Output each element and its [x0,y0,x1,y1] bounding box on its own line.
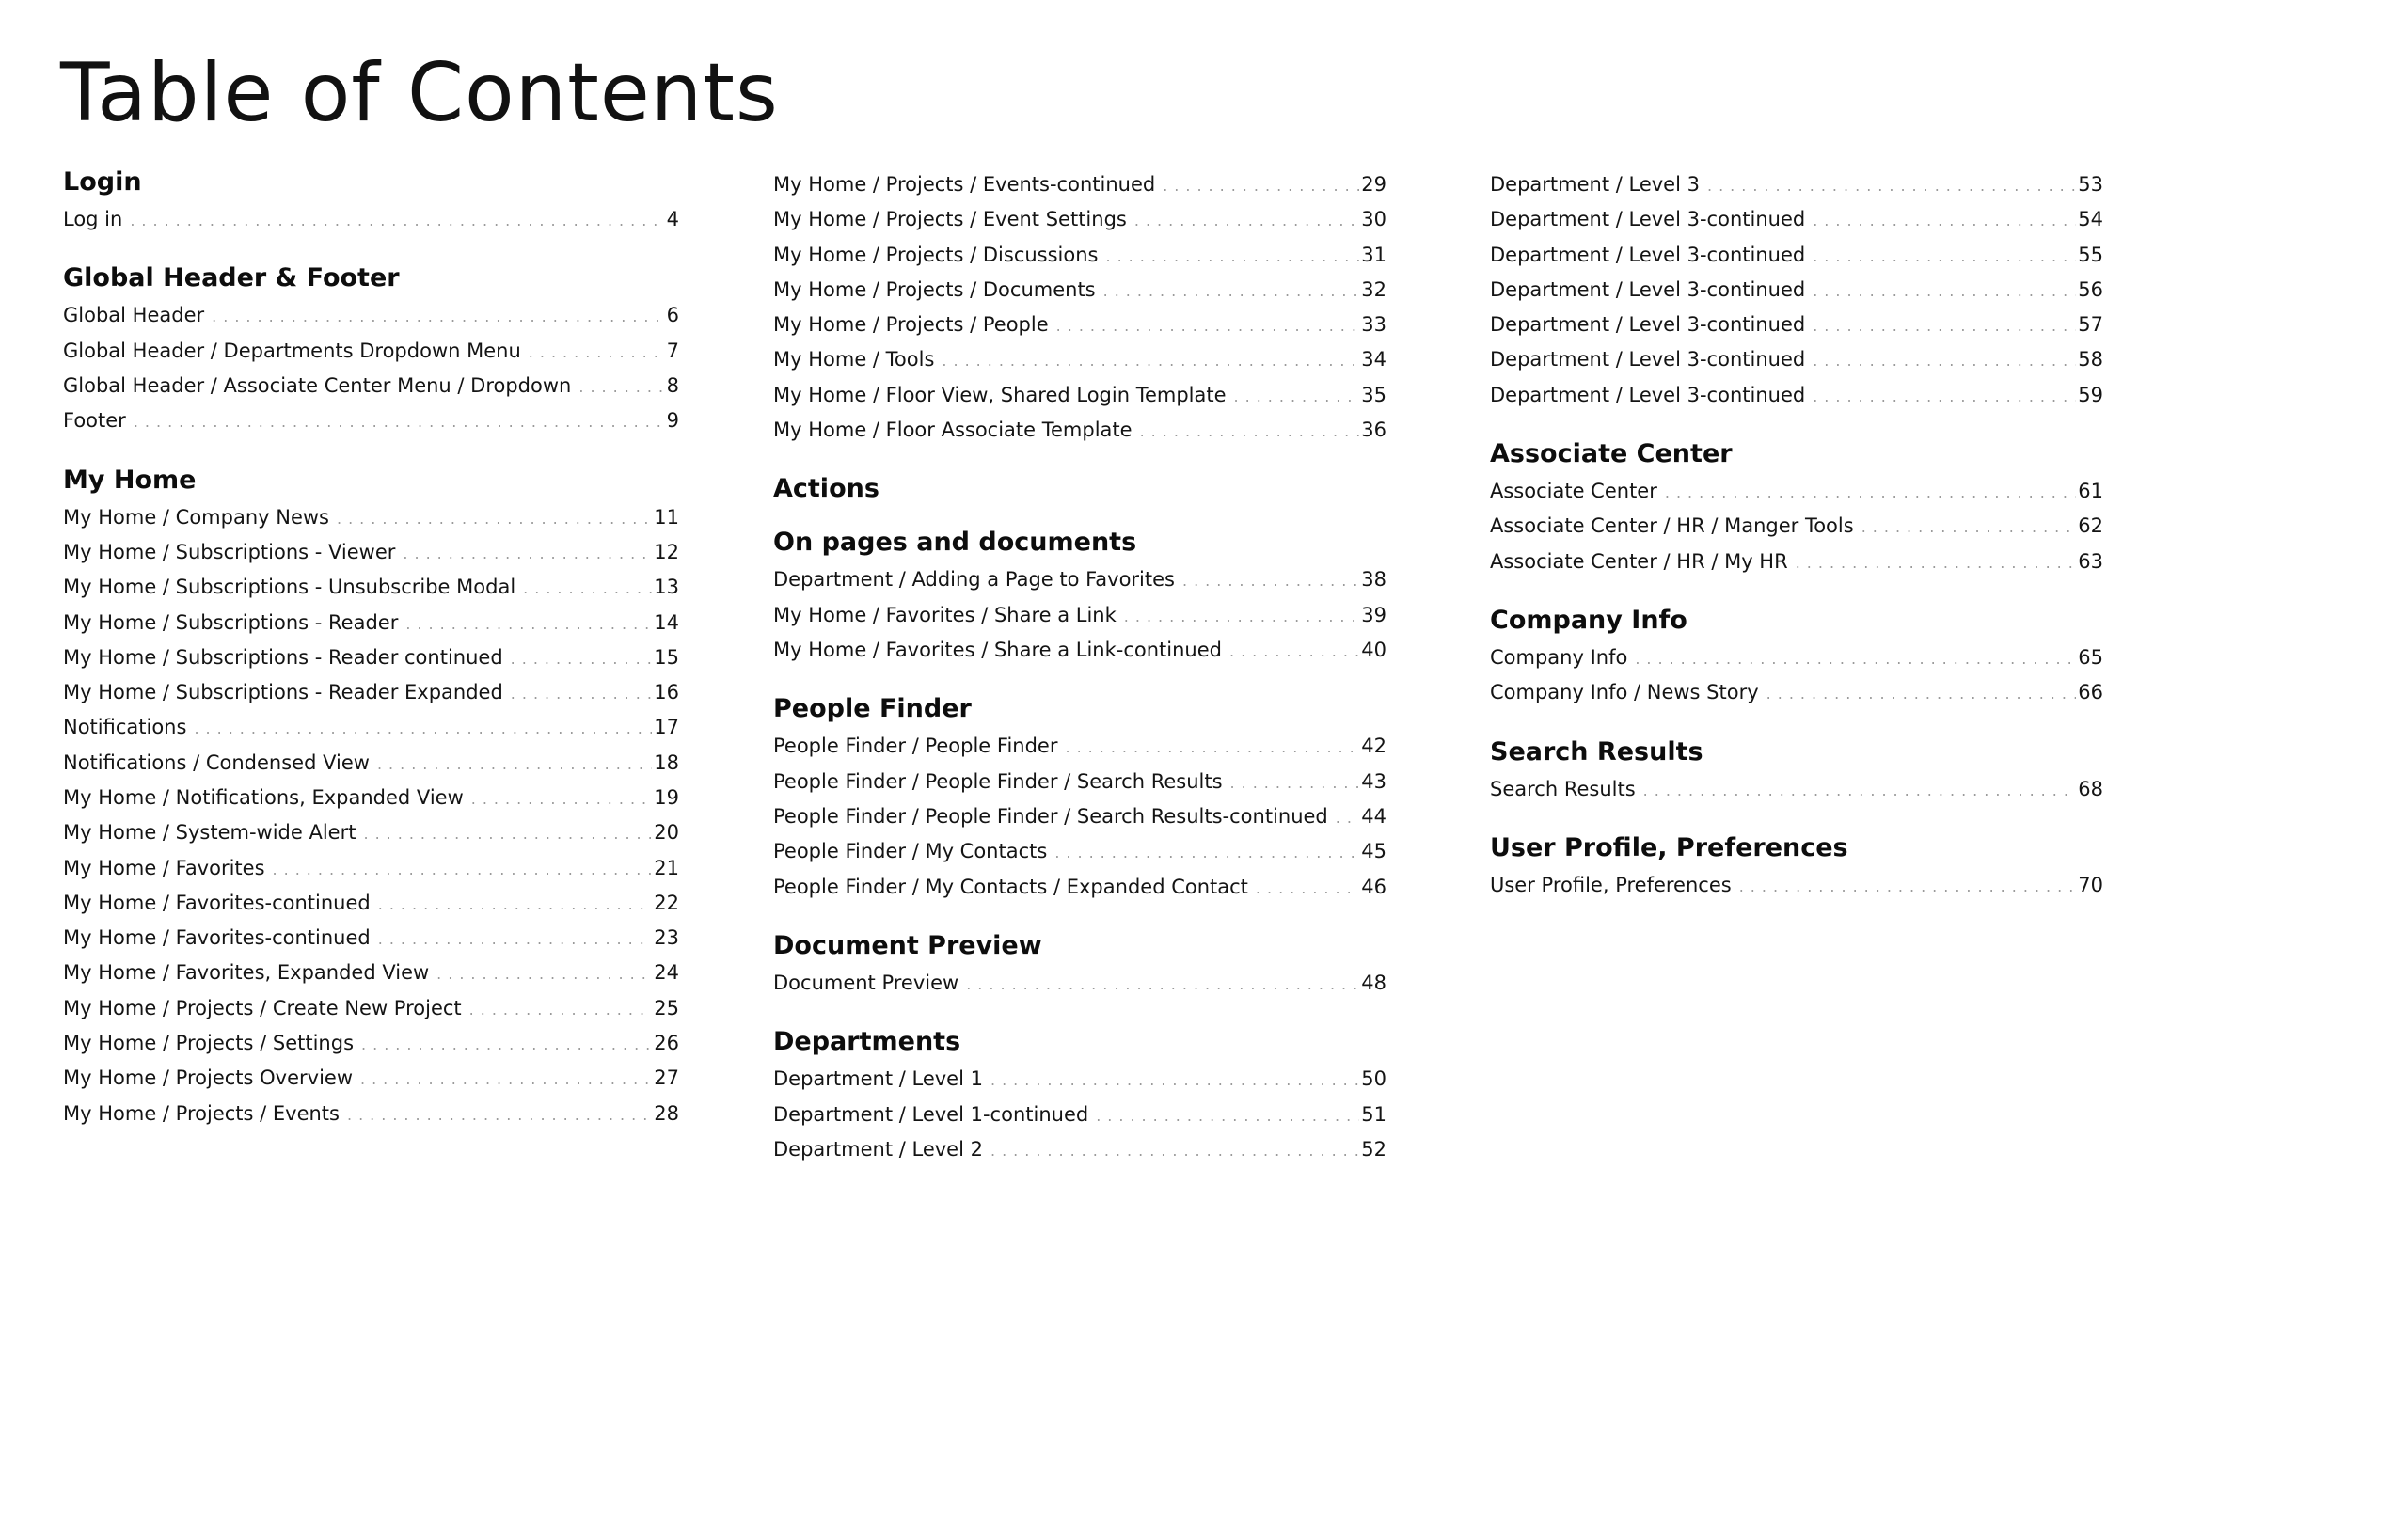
toc-column-1 [63,167,679,1158]
dot-leader [378,887,653,922]
toc-entry[interactable] [63,710,679,745]
dot-leader [1707,168,2076,203]
toc-entry-label: My Home / Favorites, Expanded View [63,961,430,985]
dot-leader [1124,599,1359,634]
dot-leader [1096,1098,1359,1133]
toc-column-2 [773,167,1386,1193]
toc-entry[interactable] [773,308,1386,342]
toc-entry-page-number: 12 [654,540,679,563]
dot-leader [212,299,664,334]
toc-entry-label: Associate Center [1490,480,1657,503]
toc-entry[interactable] [63,535,679,570]
dot-leader [403,536,652,571]
toc-entry-label: Global Header / Departments Dropdown Menu [63,339,521,362]
dot-leader [1665,475,2076,510]
dot-leader [1106,239,1360,274]
toc-entry-page-number: 58 [2078,348,2103,371]
dot-leader [1861,510,2077,545]
toc-entry-page-number: 56 [2078,277,2103,301]
section-heading: On pages and documents [773,528,1137,558]
toc-entry[interactable] [63,334,679,369]
dot-leader [1234,379,1360,414]
toc-entry-page-number: 33 [1361,313,1386,337]
toc-entry-label: My Home / Subscriptions - Reader Expanded [63,681,503,704]
dot-leader [378,922,653,956]
toc-entry-label: Department / Level 3-continued [1490,383,1806,406]
toc-entry-label: My Home / Company News [63,505,329,529]
toc-section [773,694,1386,905]
dot-leader [194,711,652,746]
toc-entry[interactable] [63,369,679,403]
toc-entry-label: Associate Center / HR / My HR [1490,549,1788,573]
dot-leader [1065,730,1359,765]
toc-entry-page-number: 50 [1361,1067,1386,1091]
toc-entry-label: Department / Level 1-continued [773,1102,1089,1126]
dot-leader [578,370,664,404]
toc-entry[interactable] [63,1097,679,1131]
toc-entry-page-number: 55 [2078,243,2103,266]
toc-section [773,931,1386,1001]
toc-entry-page-number: 52 [1361,1137,1386,1161]
toc-entry-page-number: 26 [654,1032,679,1055]
toc-entry-label: Associate Center / HR / Manger Tools [1490,514,1854,538]
toc-entry-page-number: 53 [2078,173,2103,196]
toc-entry-page-number: 7 [666,339,679,362]
toc-entry-page-number: 46 [1361,875,1386,898]
dot-leader [361,1027,652,1062]
toc-entry-label: My Home / Projects Overview [63,1067,353,1090]
toc-entry-label: Department / Level 3-continued [1490,208,1806,231]
toc-entry[interactable] [773,413,1386,448]
toc-section [1490,606,2103,711]
toc-entry-label: Company Info / News Story [1490,681,1759,704]
toc-entry-page-number: 70 [2078,874,2103,897]
dot-leader [529,335,665,370]
dot-leader [1766,676,2077,711]
toc-entry[interactable] [1490,675,2103,710]
toc-entry-label: My Home / Projects / Settings [63,1032,355,1055]
section-heading: Global Header & Footer [63,263,400,293]
toc-entry-page-number: 61 [2078,480,2103,503]
toc-entry[interactable] [1490,378,2103,413]
toc-entry-label: My Home / Favorites / Share a Link [773,603,1117,626]
toc-entry-page-number: 48 [1361,971,1386,994]
toc-entry[interactable] [63,851,679,886]
toc-entry-page-number: 42 [1361,735,1386,758]
toc-entry-page-number: 28 [654,1101,679,1125]
toc-entry-label: Search Results [1490,777,1636,800]
toc-entry-page-number: 40 [1361,639,1386,662]
toc-entry[interactable] [773,342,1386,377]
toc-entry-label: My Home / Projects / Documents [773,277,1096,301]
toc-entry-page-number: 65 [2078,646,2103,670]
toc-entry-page-number: 44 [1361,805,1386,828]
dot-leader [990,1133,1359,1168]
dot-leader [471,782,653,816]
toc-entry[interactable] [773,238,1386,273]
toc-entry-page-number: 36 [1361,419,1386,442]
toc-entry-page-number: 39 [1361,603,1386,626]
toc-entry-page-number: 24 [654,961,679,985]
dot-leader [1103,274,1360,308]
toc-entry-label: My Home / Favorites [63,856,265,879]
dot-leader [1054,835,1359,870]
toc-entry[interactable] [773,1098,1386,1132]
toc-entry[interactable] [63,991,679,1026]
dot-leader [363,816,652,851]
toc-entry-page-number: 59 [2078,383,2103,406]
toc-entry-label: Global Header / Associate Center Menu / Dropdown [63,373,572,397]
toc-entry-page-number: 66 [2078,681,2103,704]
toc-entry-label: Notifications / Condensed View [63,751,370,774]
dot-leader [990,1063,1359,1098]
toc-section [1490,439,2103,579]
toc-entry-page-number: 20 [654,821,679,845]
dot-leader [469,992,653,1027]
toc-entry-label: My Home / Subscriptions - Unsubscribe Modal [63,576,516,599]
toc-entry-label: My Home / Favorites-continued [63,891,371,914]
toc-entry-page-number: 27 [654,1067,679,1090]
toc-entry[interactable] [1490,167,2103,202]
toc-entry-label: Global Header [63,304,205,327]
toc-section [63,466,679,1131]
toc-entry[interactable] [63,886,679,921]
dot-leader [1256,871,1359,906]
toc-section [773,1027,1386,1167]
dot-leader [966,967,1359,1002]
toc-entry-label: Department / Level 3-continued [1490,277,1806,301]
section-heading: Departments [773,1027,961,1057]
toc-entry[interactable] [1490,772,2103,807]
toc-entry[interactable] [63,675,679,710]
dot-leader [1813,379,2076,414]
toc-entry-label: People Finder / People Finder [773,735,1058,758]
toc-entry-page-number: 34 [1361,348,1386,371]
dot-leader [1796,545,2077,580]
toc-entry[interactable] [63,606,679,640]
toc-entry-page-number: 17 [654,716,679,739]
toc-entry-page-number: 6 [666,304,679,327]
toc-entry-page-number: 35 [1361,383,1386,406]
toc-entry-page-number: 13 [654,576,679,599]
toc-entry[interactable] [773,729,1386,764]
toc-entry-label: Department / Adding a Page to Favorites [773,568,1175,592]
toc-section [63,263,679,438]
section-heading: My Home [63,465,197,495]
toc-entry-page-number: 30 [1361,208,1386,231]
dot-leader [1229,634,1359,669]
toc-section [773,167,1386,448]
toc-entry-page-number: 57 [2078,313,2103,337]
toc-entry-label: My Home / Projects / Events [63,1101,340,1125]
toc-entry-page-number: 14 [654,610,679,634]
toc-section [63,167,679,237]
toc-entry[interactable] [1490,238,2103,273]
toc-entry-page-number: 8 [666,373,679,397]
toc-entry-label: Log in [63,208,123,231]
dot-leader [436,956,652,991]
toc-entry-label: My Home / Favorites / Share a Link-continued [773,639,1222,662]
dot-leader [360,1062,652,1097]
dot-leader [1056,308,1360,343]
section-heading: Associate Center [1490,439,1733,469]
toc-entry-label: Department / Level 3-continued [1490,313,1806,337]
toc-entry-label: My Home / Notifications, Expanded View [63,786,464,809]
toc-entry-page-number: 62 [2078,514,2103,538]
toc-entry-label: Department / Level 3-continued [1490,243,1806,266]
toc-entry-page-number: 29 [1361,173,1386,196]
toc-entry-page-number: 21 [654,856,679,879]
toc-entry[interactable] [773,870,1386,905]
toc-entry-label: People Finder / People Finder / Search Results [773,769,1223,793]
toc-entry-page-number: 22 [654,891,679,914]
toc-entry-page-number: 51 [1361,1102,1386,1126]
toc-entry[interactable] [773,378,1386,413]
dot-leader [1643,773,2077,808]
toc-entry[interactable] [63,1026,679,1061]
dot-leader [1140,414,1360,449]
toc-entry[interactable] [63,500,679,535]
toc-section [1490,737,2103,807]
toc-entry[interactable] [63,921,679,956]
dot-leader [1134,203,1359,238]
dot-leader [1813,308,2076,343]
page-title: Table of Contents [60,46,779,140]
dot-leader [1813,239,2076,274]
dot-leader [1163,168,1359,203]
toc-entry-label: People Finder / My Contacts [773,840,1048,863]
section-heading: People Finder [773,694,972,724]
toc-entry[interactable] [773,167,1386,202]
toc-entry[interactable] [1490,868,2103,903]
toc-entry[interactable] [63,781,679,815]
toc-entry[interactable] [1490,474,2103,509]
dot-leader [1739,869,2077,904]
toc-entry-page-number: 68 [2078,777,2103,800]
toc-entry-page-number: 31 [1361,243,1386,266]
toc-entry-page-number: 11 [654,505,679,529]
dot-leader [1813,274,2076,308]
toc-entry-label: My Home / Projects / Discussions [773,243,1099,266]
dot-leader [942,343,1359,378]
toc-section [1490,167,2103,413]
toc-section [773,528,1386,668]
section-heading: Login [63,167,142,197]
toc-entry[interactable] [63,815,679,850]
toc-entry[interactable] [773,202,1386,237]
toc-entry-label: Department / Level 3-continued [1490,348,1806,371]
toc-entry-label: Footer [63,409,126,433]
toc-entry-page-number: 19 [654,786,679,809]
toc-entry-label: My Home / Projects / Event Settings [773,208,1127,231]
toc-entry[interactable] [773,598,1386,633]
toc-entry-label: Notifications [63,716,187,739]
section-heading: Company Info [1490,606,1687,636]
toc-entry-label: My Home / Floor Associate Template [773,419,1133,442]
section-heading: Actions [773,474,879,504]
dot-leader [273,852,653,887]
toc-entry[interactable] [1490,509,2103,544]
toc-entry-page-number: 18 [654,751,679,774]
toc-column-3 [1490,167,2103,929]
dot-leader [1635,641,2076,676]
dot-leader [377,747,652,782]
toc-entry-label: User Profile, Preferences [1490,874,1732,897]
toc-entry-page-number: 32 [1361,277,1386,301]
dot-leader [1182,563,1359,598]
toc-entry-page-number: 63 [2078,549,2103,573]
toc-entry-page-number: 15 [654,645,679,669]
toc-entry-label: People Finder / My Contacts / Expanded Contact [773,875,1248,898]
dot-leader [1813,343,2076,378]
dot-leader [337,501,652,536]
toc-entry-label: Department / Level 2 [773,1137,983,1161]
dot-leader [523,571,652,606]
toc-entry-label: People Finder / People Finder / Search Results-continued [773,805,1328,828]
toc-entry[interactable] [1490,640,2103,675]
toc-entry[interactable] [773,765,1386,799]
toc-entry-page-number: 43 [1361,769,1386,793]
toc-entry[interactable] [773,1132,1386,1167]
toc-entry[interactable] [773,834,1386,869]
toc-entry[interactable] [63,403,679,438]
toc-entry[interactable] [63,640,679,675]
dot-leader [405,607,652,641]
section-heading: Document Preview [773,930,1042,960]
toc-entry-page-number: 4 [666,208,679,231]
toc-section [773,474,1386,503]
toc-entry[interactable] [1490,342,2103,377]
toc-entry[interactable] [1490,273,2103,308]
toc-entry-page-number: 38 [1361,568,1386,592]
toc-entry[interactable] [773,633,1386,668]
toc-entry[interactable] [773,799,1386,834]
toc-entry[interactable] [1490,545,2103,579]
toc-entry-label: My Home / Floor View, Shared Login Template [773,383,1227,406]
dot-leader [1813,203,2076,238]
toc-entry-label: My Home / Favorites-continued [63,926,371,950]
section-heading: User Profile, Preferences [1490,833,1848,862]
toc-entry-label: Document Preview [773,971,959,994]
dot-leader [1230,766,1360,800]
toc-entry[interactable] [63,570,679,605]
toc-entry-page-number: 16 [654,681,679,704]
toc-entry[interactable] [1490,202,2103,237]
toc-entry-label: My Home / Subscriptions - Reader [63,610,399,634]
dot-leader [134,404,665,439]
toc-entry-label: Department / Level 3 [1490,173,1700,196]
toc-entry-label: My Home / Subscriptions - Reader continued [63,645,503,669]
toc-entry-label: My Home / Tools [773,348,935,371]
toc-entry-page-number: 23 [654,926,679,950]
toc-entry-label: Department / Level 1 [773,1067,983,1091]
toc-entry-label: My Home / Projects / Create New Project [63,996,462,1019]
toc-entry-label: My Home / Projects / Events-continued [773,173,1156,196]
dot-leader [130,203,664,238]
toc-entry-page-number: 9 [666,409,679,433]
toc-entry[interactable] [63,956,679,990]
dot-leader [511,676,652,711]
toc-entry[interactable] [63,746,679,781]
toc-entry[interactable] [63,1061,679,1096]
dot-leader [347,1098,652,1132]
toc-entry[interactable] [63,298,679,333]
toc-entry-label: Company Info [1490,646,1628,670]
toc-entry[interactable] [773,562,1386,597]
toc-entry-label: My Home / Projects / People [773,313,1049,337]
toc-entry[interactable] [773,273,1386,308]
toc-entry-page-number: 54 [2078,208,2103,231]
toc-entry-label: My Home / Subscriptions - Viewer [63,540,396,563]
toc-entry[interactable] [1490,308,2103,342]
dot-leader [1336,800,1360,835]
toc-entry-page-number: 45 [1361,840,1386,863]
toc-entry-page-number: 25 [654,996,679,1019]
dot-leader [511,641,653,676]
toc-entry[interactable] [63,202,679,237]
toc-section [1490,833,2103,903]
section-heading: Search Results [1490,736,1703,766]
toc-entry[interactable] [773,966,1386,1001]
toc-entry-label: My Home / System-wide Alert [63,821,356,845]
toc-entry[interactable] [773,1062,1386,1097]
